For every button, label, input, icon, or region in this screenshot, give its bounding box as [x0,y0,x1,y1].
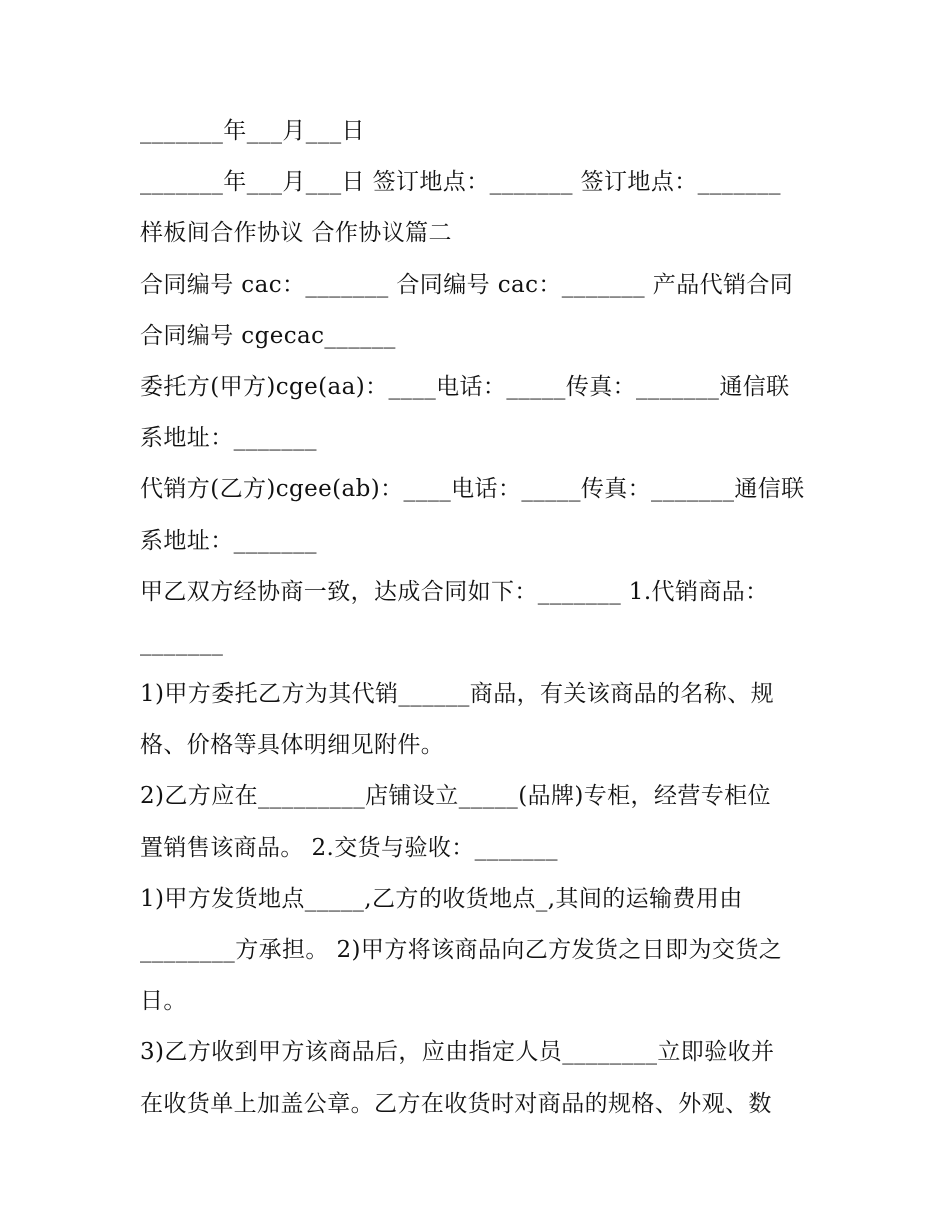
text-line-party-a-address: 系地址：_______ [140,425,317,452]
text-line-clause-1-2: 2)乙方应在_________店铺设立_____(品牌)专柜，经营专柜位 [140,783,771,810]
text-line-clause-2-3-cont: 在收货单上加盖公章。乙方在收货时对商品的规格、外观、数 [140,1090,772,1117]
text-line-clause-2-3: 3)乙方收到甲方该商品后，应由指定人员________立即验收并 [140,1039,775,1066]
text-line-clause-2-1: 1)甲方发货地点_____,乙方的收货地点_,其间的运输费用由 [140,885,743,912]
text-line-party-b: 代销方(乙方)cgee(ab)：____电话：_____传真：_______通信联 [140,476,805,503]
text-line-contract-number-2: 合同编号 cgecac______ [140,322,396,349]
text-line-clause-2-2-end: 日。 [140,988,187,1015]
text-line-clause-2-1-cont: ________方承担。 2)甲方将该商品向乙方发货之日即为交货之 [140,937,783,963]
text-line-contract-number: 合同编号 cac：_______ 合同编号 cac：_______ 产品代销合同 [140,271,794,298]
text-line-clause-1-1-cont: 格、价格等具体明细见附件。 [140,732,445,759]
text-line-title: 样板间合作协议 合作协议篇二 [140,220,452,247]
text-line-blank: _______ [140,629,224,656]
text-line-party-b-address: 系地址：_______ [140,527,317,554]
text-line-signing-place: _______年___月___日 签订地点：_______ 签订地点：_______ [140,169,781,196]
text-line-clause-1-1: 1)甲方委托乙方为其代销______商品，有关该商品的名称、规 [140,681,775,708]
text-line-agreement: 甲乙双方经协商一致，达成合同如下：_______ 1.代销商品： [140,578,769,605]
text-line-party-a: 委托方(甲方)cge(aa)：____电话：_____传真：_______通信联 [140,373,790,400]
text-line-clause-1-2-cont: 置销售该商品。 2.交货与验收：_______ [140,834,558,861]
text-line-date: _______年___月___日 [140,118,365,144]
document-page [140,106,820,1130]
